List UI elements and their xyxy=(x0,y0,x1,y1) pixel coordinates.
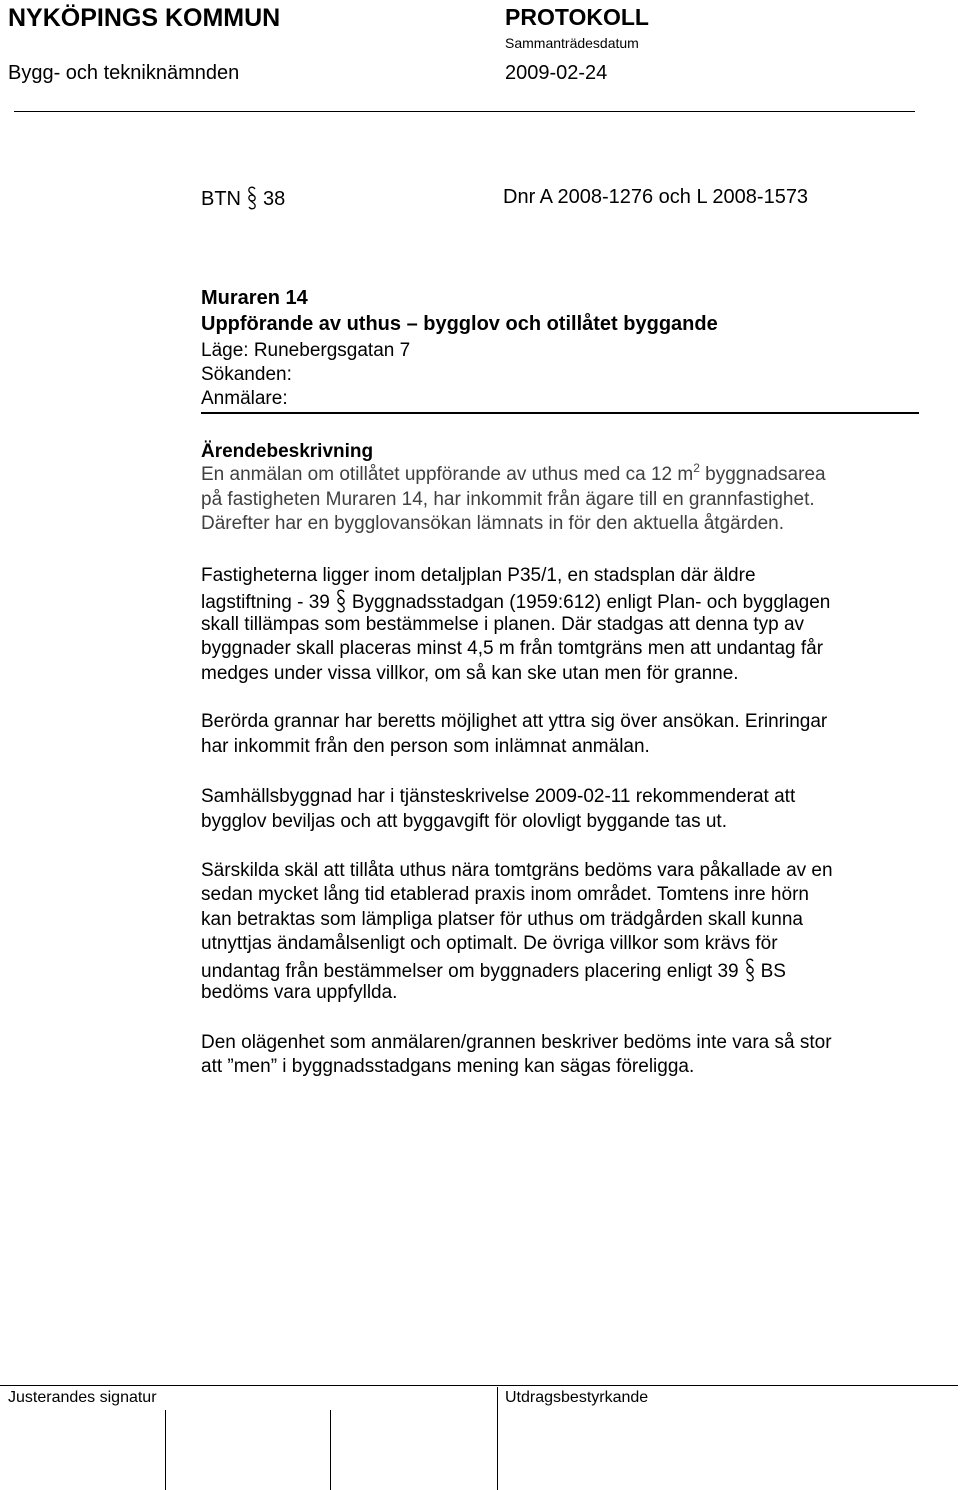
reference-number: 38 xyxy=(263,188,286,210)
paragraph-3-line-2: har inkommit från den person som inlämnat anmälan. xyxy=(201,736,650,757)
text-run: En anmälan om otillåtet uppförande av uthus med ca 12 m xyxy=(201,464,694,485)
paragraph-4-line-1: Samhällsbyggnad har i tjänsteskrivelse 2009-02-11 rekommenderat att xyxy=(201,786,796,807)
signature-box-divider xyxy=(330,1410,331,1490)
paragraph-5-line-6: bedöms vara uppfyllda. xyxy=(201,982,398,1003)
section-sign-icon xyxy=(745,958,755,982)
case-title: Muraren 14 xyxy=(201,287,308,309)
paragraph-5-line-5 xyxy=(201,958,786,983)
case-location: Läge: Runebergsgatan 7 xyxy=(201,340,411,361)
paragraph-3-line-1: Berörda grannar har beretts möjlighet att yttra sig över ansökan. Erinringar xyxy=(201,711,828,732)
paragraph-2-line-4: byggnader skall placeras minst 4,5 m från tomtgräns men att undantag får xyxy=(201,638,824,659)
paragraph-5-line-1: Särskilda skäl att tillåta uthus nära tomtgräns bedöms vara påkallade av en xyxy=(201,860,833,881)
text-run: lagstiftning - 39 xyxy=(201,592,330,613)
diary-number: Dnr A 2008-1276 och L 2008-1573 xyxy=(503,186,809,208)
reference-code: BTN xyxy=(201,188,241,210)
text-run: Byggnadsstadgan (1959:612) enligt Plan- och bygglagen xyxy=(351,592,831,613)
header-divider xyxy=(14,111,915,112)
meeting-date-label: Sammanträdesdatum xyxy=(505,35,639,51)
certification-label: Utdragsbestyrkande xyxy=(505,1389,649,1406)
paragraph-2-line-2 xyxy=(201,589,830,614)
signature-box-divider xyxy=(165,1410,166,1490)
paragraph-5-line-2: sedan mycket lång tid etablerad praxis inom området. Tomtens inre hörn xyxy=(201,884,809,905)
section-sign-icon xyxy=(247,186,257,210)
paragraph-1-line-1 xyxy=(201,461,826,486)
paragraph-6-line-2: att ”men” i byggnadsstadgans mening kan sägas föreligga. xyxy=(201,1056,695,1077)
reporter-label: Anmälare: xyxy=(201,388,288,409)
paragraph-2-line-1: Fastigheterna ligger inom detaljplan P35/1, en stadsplan där äldre xyxy=(201,565,756,586)
superscript: 2 xyxy=(693,461,700,475)
footer-divider xyxy=(0,1385,958,1386)
paragraph-1-line-3: Därefter har en bygglovansökan lämnats in för den aktuella åtgärden. xyxy=(201,513,785,534)
title-divider xyxy=(201,412,919,414)
document-type: PROTOKOLL xyxy=(505,4,649,30)
paragraph-5-line-4: utnyttjas ändamålsenligt och optimalt. De övriga villkor som krävs för xyxy=(201,933,778,954)
paragraph-5-line-3: kan betraktas som lämpliga platser för uthus om trädgården skall kunna xyxy=(201,909,803,930)
case-reference xyxy=(201,186,285,211)
text-run: BS xyxy=(760,961,786,982)
department-name: Bygg- och tekniknämnden xyxy=(8,62,240,84)
section-heading: Ärendebeskrivning xyxy=(201,441,374,462)
paragraph-1-line-2: på fastigheten Muraren 14, har inkommit från ägare till en grannfastighet. xyxy=(201,489,815,510)
text-run: undantag från bestämmelser om byggnaders placering enligt 39 xyxy=(201,961,739,982)
meeting-date: 2009-02-24 xyxy=(505,62,608,84)
signature-box-divider xyxy=(497,1387,498,1490)
paragraph-4-line-2: bygglov beviljas och att byggavgift för olovligt byggande tas ut. xyxy=(201,811,727,832)
signature-label: Justerandes signatur xyxy=(8,1389,157,1406)
paragraph-6-line-1: Den olägenhet som anmälaren/grannen beskriver bedöms inte vara så stor xyxy=(201,1032,832,1053)
section-sign-icon xyxy=(336,589,346,613)
text-run: byggnadsarea xyxy=(699,464,826,485)
applicant-label: Sökanden: xyxy=(201,364,292,385)
paragraph-2-line-3: skall tillämpas som bestämmelse i planen. Där stadgas att denna typ av xyxy=(201,614,805,635)
paragraph-2-line-5: medges under vissa villkor, om så kan ske utan men för granne. xyxy=(201,663,739,684)
case-subtitle: Uppförande av uthus – bygglov och otillåtet byggande xyxy=(201,313,718,335)
organization-name: NYKÖPINGS KOMMUN xyxy=(8,4,281,32)
